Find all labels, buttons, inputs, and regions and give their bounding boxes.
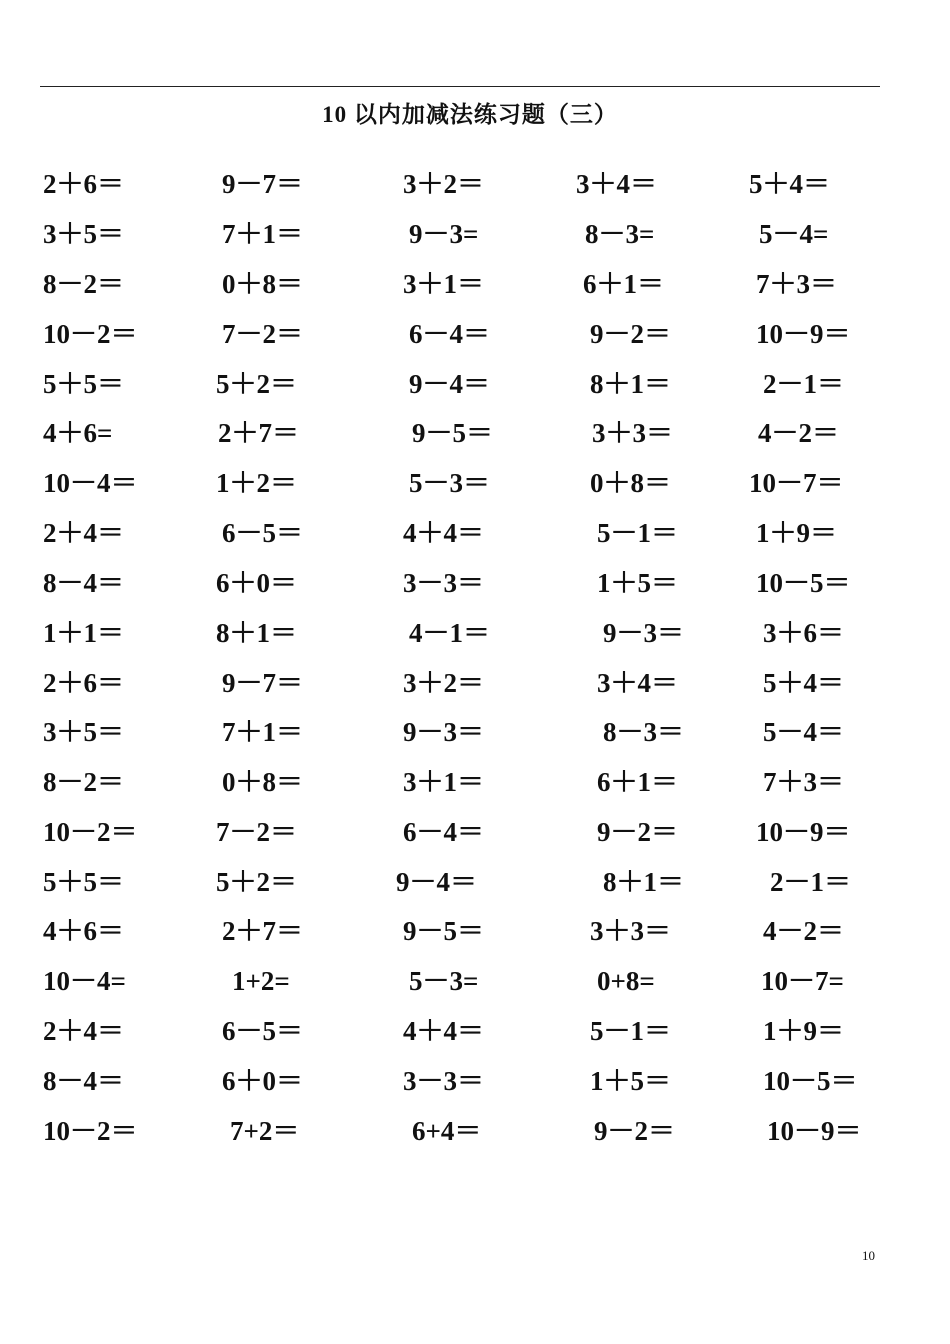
problem: 5＋5＝ <box>43 867 124 897</box>
problem: 9－5＝ <box>412 418 493 448</box>
problem: 1＋5＝ <box>597 568 678 598</box>
problem: 9－3＝ <box>403 717 484 747</box>
worksheet-title: 10 以内加减法练习题（三） <box>322 102 618 127</box>
problem: 3＋1＝ <box>403 269 484 299</box>
problem: 1＋9＝ <box>756 518 837 548</box>
problem: 5－1＝ <box>597 518 678 548</box>
problem: 5－1＝ <box>590 1016 671 1046</box>
problem: 3－3＝ <box>403 1066 484 1096</box>
problem: 0+8= <box>597 966 655 996</box>
page-number: 10 <box>862 1248 875 1263</box>
problem: 8－2＝ <box>43 269 124 299</box>
problem: 4－2＝ <box>763 916 844 946</box>
problem: 5－3＝ <box>409 468 490 498</box>
problem: 10－2＝ <box>43 1116 138 1146</box>
problem: 7+2＝ <box>230 1116 300 1146</box>
problem: 10－7= <box>761 966 844 996</box>
problem: 7＋3＝ <box>763 767 844 797</box>
problem: 9－2＝ <box>594 1116 675 1146</box>
problem: 5－3= <box>409 966 479 996</box>
problem: 8＋1＝ <box>603 867 684 897</box>
problem: 2＋4＝ <box>43 1016 124 1046</box>
problem: 9－7＝ <box>222 668 303 698</box>
problem: 4＋6＝ <box>43 916 124 946</box>
problem: 4－2＝ <box>758 418 839 448</box>
problem: 1＋9＝ <box>763 1016 844 1046</box>
problem: 2＋7＝ <box>218 418 299 448</box>
problem: 7＋1＝ <box>222 717 303 747</box>
problem: 8－4＝ <box>43 1066 124 1096</box>
problem: 2＋6＝ <box>43 668 124 698</box>
problem: 9－4＝ <box>396 867 477 897</box>
problem: 3＋4＝ <box>597 668 678 698</box>
problem: 2－1＝ <box>763 369 844 399</box>
problem: 8＋1＝ <box>216 618 297 648</box>
problem: 3＋3＝ <box>590 916 671 946</box>
problem: 0＋8＝ <box>590 468 671 498</box>
problem: 2－1＝ <box>770 867 851 897</box>
problem: 3－3＝ <box>403 568 484 598</box>
problem: 9－2＝ <box>597 817 678 847</box>
problem: 7＋3＝ <box>756 269 837 299</box>
problem: 7－2＝ <box>222 319 303 349</box>
problem: 3＋5＝ <box>43 219 124 249</box>
problem: 0＋8＝ <box>222 269 303 299</box>
problem: 10－2＝ <box>43 319 138 349</box>
problem: 3＋2＝ <box>403 169 484 199</box>
problem: 5－4＝ <box>763 717 844 747</box>
problem: 8－4＝ <box>43 568 124 598</box>
problem: 5－4= <box>759 219 829 249</box>
problem: 6＋1＝ <box>597 767 678 797</box>
problem: 6＋0＝ <box>222 1066 303 1096</box>
problem: 3＋3＝ <box>592 418 673 448</box>
problem: 3＋6＝ <box>763 618 844 648</box>
problem: 1＋5＝ <box>590 1066 671 1096</box>
problem: 10－9＝ <box>756 319 851 349</box>
problem: 9－3＝ <box>603 618 684 648</box>
problem: 8－3＝ <box>603 717 684 747</box>
problem: 1＋2＝ <box>216 468 297 498</box>
problem: 2＋7＝ <box>222 916 303 946</box>
problem: 2＋4＝ <box>43 518 124 548</box>
problem: 7＋1＝ <box>222 219 303 249</box>
problem: 9－2＝ <box>590 319 671 349</box>
problem: 10－4＝ <box>43 468 138 498</box>
problem: 8－3= <box>585 219 655 249</box>
problem: 9－5＝ <box>403 916 484 946</box>
problem: 4－1＝ <box>409 618 490 648</box>
problem: 3＋4＝ <box>576 169 657 199</box>
problem: 8－2＝ <box>43 767 124 797</box>
problem: 10－9＝ <box>767 1116 862 1146</box>
problem: 10－4= <box>43 966 126 996</box>
problem: 9－7＝ <box>222 169 303 199</box>
problem: 4＋4＝ <box>403 518 484 548</box>
problem: 6＋1＝ <box>583 269 664 299</box>
problem: 0＋8＝ <box>222 767 303 797</box>
problem: 10－5＝ <box>763 1066 858 1096</box>
problem: 9－3= <box>409 219 479 249</box>
problem: 5＋4＝ <box>749 169 830 199</box>
problem: 1+2= <box>232 966 290 996</box>
problem: 6－4＝ <box>409 319 490 349</box>
problem: 4＋6= <box>43 418 113 448</box>
problem: 5＋5＝ <box>43 369 124 399</box>
problem: 4＋4＝ <box>403 1016 484 1046</box>
problem: 3＋5＝ <box>43 717 124 747</box>
problem: 8＋1＝ <box>590 369 671 399</box>
problem: 5＋2＝ <box>216 369 297 399</box>
problem: 3＋2＝ <box>403 668 484 698</box>
problem: 6－5＝ <box>222 1016 303 1046</box>
problem: 3＋1＝ <box>403 767 484 797</box>
problem: 6＋0＝ <box>216 568 297 598</box>
problem: 10－2＝ <box>43 817 138 847</box>
problem: 1＋1＝ <box>43 618 124 648</box>
problem: 6－4＝ <box>403 817 484 847</box>
problem: 10－9＝ <box>756 817 851 847</box>
problem: 9－4＝ <box>409 369 490 399</box>
problem: 10－7＝ <box>749 468 844 498</box>
problem: 6+4＝ <box>412 1116 482 1146</box>
problem: 5＋2＝ <box>216 867 297 897</box>
problem: 2＋6＝ <box>43 169 124 199</box>
problem: 10－5＝ <box>756 568 851 598</box>
problem: 7－2＝ <box>216 817 297 847</box>
problem: 6－5＝ <box>222 518 303 548</box>
problem: 5＋4＝ <box>763 668 844 698</box>
